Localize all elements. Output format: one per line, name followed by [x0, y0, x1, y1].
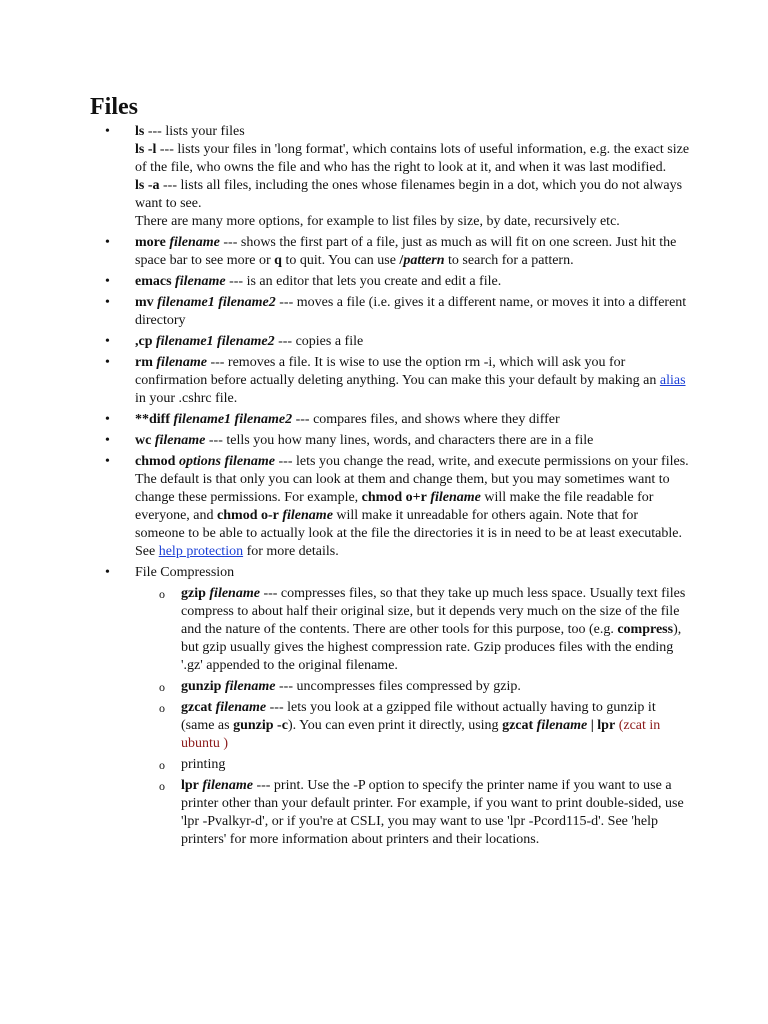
list-item-file-compression: [100, 564, 690, 849]
list-item-rm: • rm filename --- removes a file. It is wise to use the option rm -i, which will ask you for confirmation before actually deleting anything. You can make this your default by making an alias in your .cshrc file.: [100, 354, 690, 408]
list-item-ls: [100, 123, 690, 231]
arg-filename: filename: [169, 235, 220, 250]
help-protection-link[interactable]: help protection: [158, 544, 244, 559]
command-ls-l: ls -l: [135, 142, 157, 157]
command-ls: ls: [135, 124, 145, 139]
command-gzip: gzip: [181, 586, 206, 601]
command-emacs: emacs: [135, 274, 172, 289]
ubuntu-note: (zcat in ubuntu ): [181, 718, 661, 751]
command-ls-a: ls -a: [135, 178, 160, 193]
list-item-cp: • ,cp filename1 filename2 --- copies a file: [100, 333, 690, 351]
command-list: [100, 123, 690, 849]
command-lpr: lpr: [181, 778, 199, 793]
ls-a-line: ls -a --- lists all files, including the ones whose filenames begin in a dot, which you do not always want to see.: [135, 178, 683, 211]
sub-item-printing: o printing: [135, 756, 690, 774]
list-item-more: • more filename --- shows the first part of a file, just as much as will fit on one screen. Just hit the space bar to see more or q to quit. You can use /pattern to search for a pattern.: [100, 234, 690, 270]
list-item-emacs: • emacs filename --- is an editor that lets you create and edit a file.: [100, 273, 690, 291]
document-body: [100, 123, 690, 852]
sub-item-gzcat: o gzcat filename --- lets you look at a gzipped file without actually having to gunzip it (same as gunzip -c). You can even print it directly, using gzcat filename | lpr (zcat in ubuntu ): [135, 699, 690, 753]
sub-item-gzip: o gzip filename --- compresses files, so that they take up much less space. Usually text files compress to about half their original size, but it depends very much on the size of the file and the nature of the contents. There are other tools for this purpose, too (e.g. compress), but gzip usually gives the highest compression rate. Gzip produces files with the ending '.gz' appended to the original filename.: [135, 585, 690, 675]
alias-link[interactable]: alias: [659, 373, 686, 388]
list-item-wc: • wc filename --- tells you how many lines, words, and characters there are in a file: [100, 432, 690, 450]
compression-list: [135, 585, 690, 849]
page-title: Files: [90, 94, 138, 120]
command-rm: rm: [135, 355, 153, 370]
command-gzcat: gzcat: [181, 700, 213, 715]
ls-line: • ls --- lists your files: [135, 124, 245, 139]
command-diff: **diff: [135, 412, 170, 427]
sub-item-lpr: o lpr filename --- print. Use the -P option to specify the printer name if you want to use a printer other than your default printer. For example, if you want to print double-sided, use 'lpr -Pvalkyr-d', or if you're at CSLI, you may want to use 'lpr -Pcord115-d'. See 'help printers' for more information about printers and their locations.: [135, 777, 690, 849]
command-cp: ,cp: [135, 334, 153, 349]
ls-l-line: ls -l --- lists your files in 'long format', which contains lots of useful information, e.g. the exact size of the file, who owns the file and who has the right to look at it, and when it was last modified.: [135, 142, 690, 175]
command-more: more: [135, 235, 166, 250]
list-item-mv: • mv filename1 filename2 --- moves a file (i.e. gives it a different name, or moves it into a different directory: [100, 294, 690, 330]
command-gunzip: gunzip: [181, 679, 222, 694]
command-wc: wc: [135, 433, 152, 448]
sub-item-gunzip: o gunzip filename --- uncompresses files compressed by gzip.: [135, 678, 690, 696]
list-item-diff: • **diff filename1 filename2 --- compares files, and shows where they differ: [100, 411, 690, 429]
list-item-chmod: • chmod options filename --- lets you change the read, write, and execute permissions on your files. The default is that only you can look at them and change them, but you may sometimes want to change these permissions. For example, chmod o+r filename will make the file readable for everyone, and chmod o-r filename will make it unreadable for others again. Note that for someone to be able to actually look at the file the directories it is in need to be at least executable. See help protection for more details.: [100, 453, 690, 561]
command-chmod: chmod: [135, 454, 176, 469]
command-mv: mv: [135, 295, 154, 310]
ls-extra-line: There are many more options, for example to list files by size, by date, recursively etc.: [135, 214, 620, 229]
file-compression-label: • File Compression: [135, 565, 235, 580]
